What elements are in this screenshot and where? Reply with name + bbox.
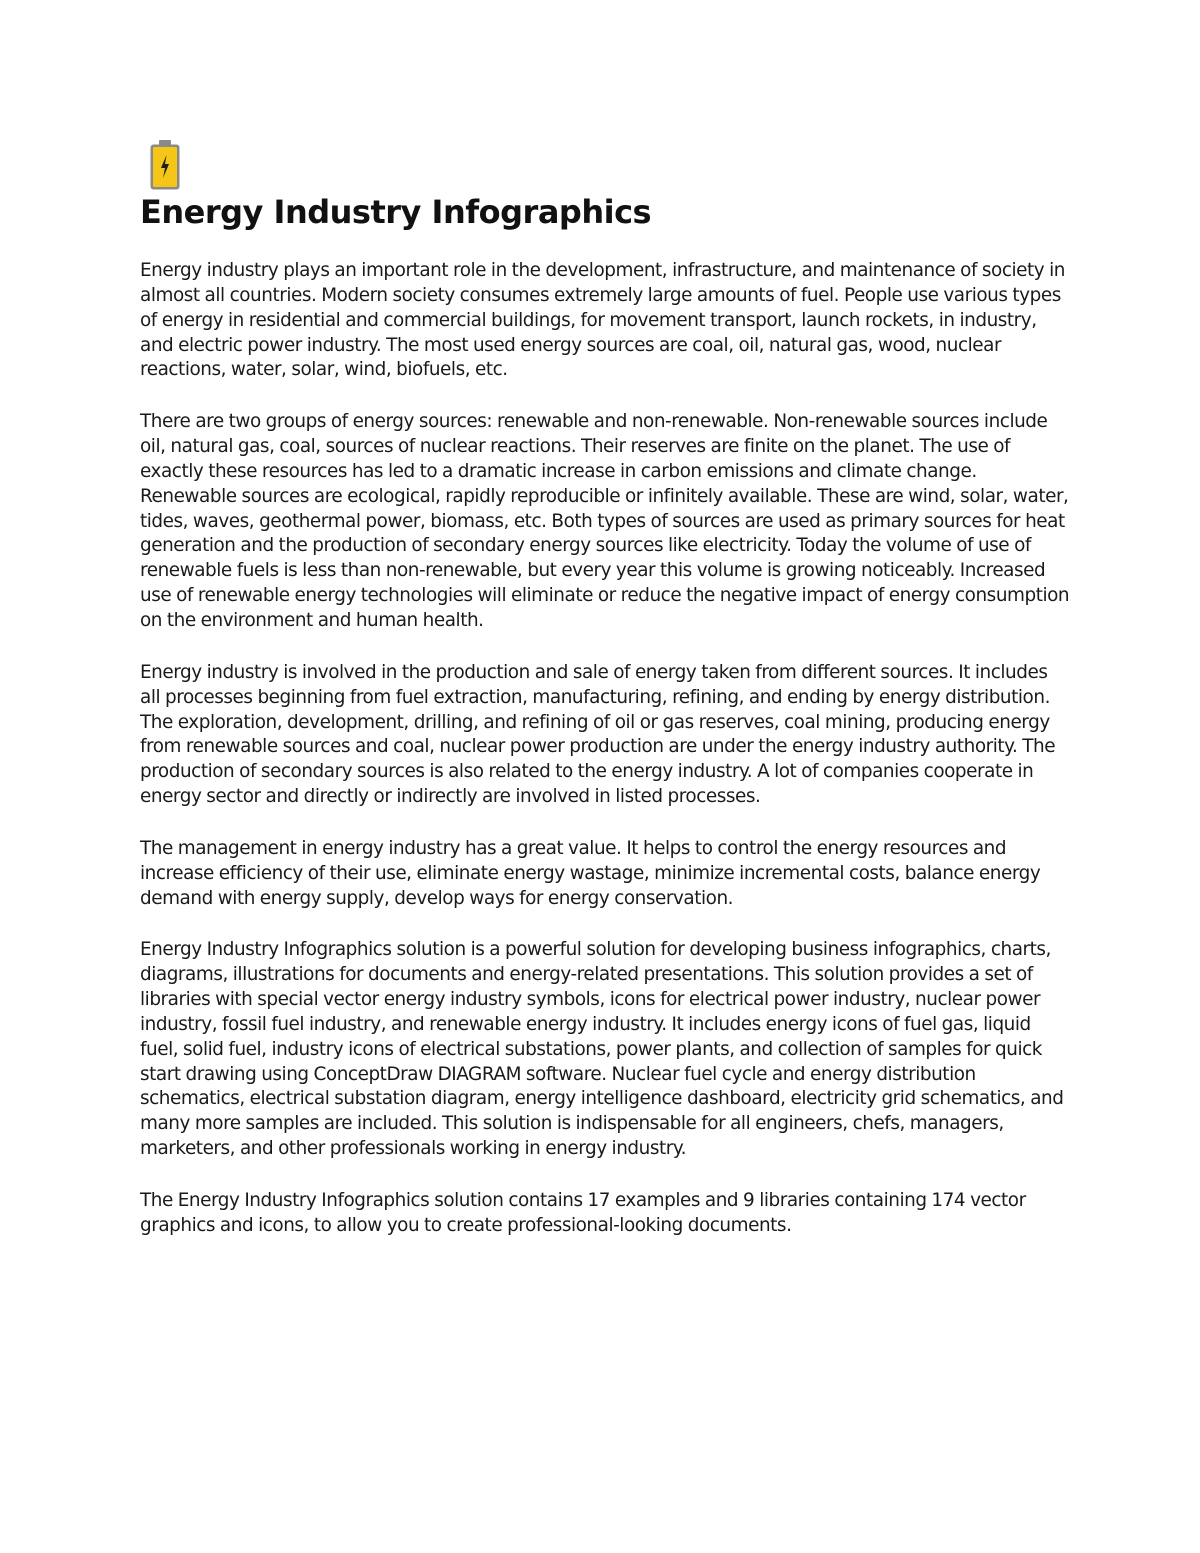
- solution-description-paragraph: Energy Industry Infographics solution is a powerful solution for developing business infographics, charts, diagrams, illustrations for documents and energy-related presentations. This solution provides a set of libraries with special vector energy industry symbols, icons for electrical power industry, nuclear power industry, fossil fuel industry, and renewable energy industry. It includes energy icons of fuel gas, liquid fuel, solid fuel, industry icons of electrical substations, power plants, and collection of samples for quick start drawing using ConceptDraw DIAGRAM software. Nuclear fuel cycle and energy distribution schematics, electrical substation diagram, energy intelligence dashboard, electricity grid schematics, and many more samples are included. This solution is indispensable for all engineers, chefs, managers, marketers, and other professionals working in energy industry.: [140, 939, 1064, 1160]
- energy-industry-paragraph: Energy industry is involved in the production and sale of energy taken from different sources. It includes all processes beginning from fuel extraction, manufacturing, refining, and ending by energy distribution. The exploration, development, drilling, and refining of oil or gas reserves, coal mining, producing energy from renewable sources and coal, nuclear power production are under the energy industry authority. The production of secondary sources is also related to the energy industry. A lot of companies cooperate in energy sector and directly or indirectly are involved in listed processes.: [140, 661, 1056, 808]
- solution-contents-paragraph: The Energy Industry Infographics solution contains 17 examples and 9 libraries containing 174 vector graphics and icons, to allow you to create professional-looking documents.: [140, 1190, 1026, 1236]
- energy-sources-paragraph: There are two groups of energy sources: renewable and non-renewable. Non-renewable sources include oil, natural gas, coal, sources of nuclear reactions. Their reserves are finite on the planet. The use of exactly these resources has led to a dramatic increase in carbon emissions and climate change. Renewable sources are ecological, rapidly reproducible or infinitely available. These are wind, solar, water, tides, waves, geothermal power, biomass, etc. Both types of sources are used as primary sources for heat generation and the production of secondary energy sources like electricity. Today the volume of use of renewable fuels is less than non-renewable, but every year this volume is growing noticeably. Increased use of renewable energy technologies will eliminate or reduce the negative impact of energy consumption on the environment and human health.: [140, 411, 1070, 631]
- battery-charging-icon: [149, 139, 181, 191]
- page-title: Energy Industry Infographics: [140, 193, 652, 231]
- management-paragraph: The management in energy industry has a great value. It helps to control the energy resources and increase efficiency of their use, eliminate energy wastage, minimize incremental costs, balance energy demand with energy supply, develop ways for energy conservation.: [140, 837, 1041, 909]
- body-text: [140, 259, 1070, 1266]
- intro-paragraph: Energy industry plays an important role in the development, infrastructure, and maintenance of society in almost all countries. Modern society consumes extremely large amounts of fuel. People use various types of energy in residential and commercial buildings, for movement transport, launch rockets, in industry, and electric power industry. The most used energy sources are coal, oil, natural gas, wood, nuclear reactions, water, solar, wind, biofuels, etc.: [140, 260, 1065, 381]
